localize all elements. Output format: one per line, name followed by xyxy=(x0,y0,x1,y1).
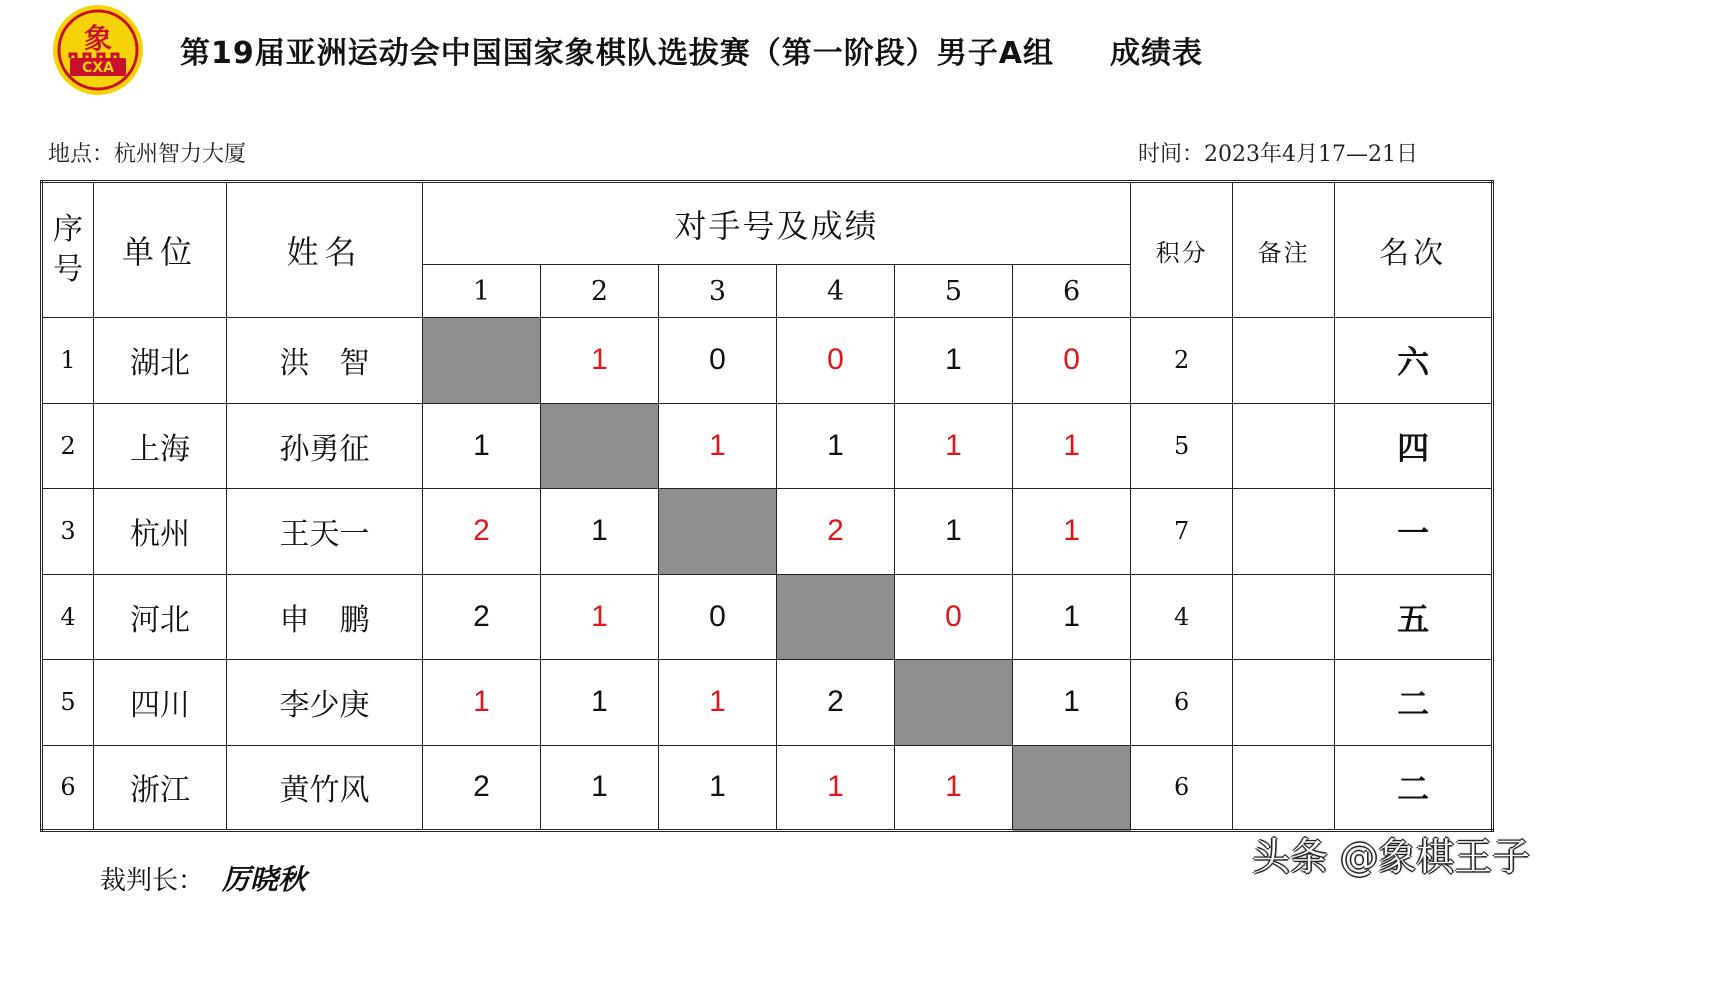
row-seq: 1 xyxy=(42,318,94,404)
row-name: 申 鹏 xyxy=(227,574,423,660)
diagonal-cell xyxy=(423,318,541,404)
result-cell: 2 xyxy=(777,489,895,575)
row-note xyxy=(1233,489,1335,575)
result-cell: 1 xyxy=(541,318,659,404)
result-cell: 1 xyxy=(423,403,541,489)
referee xyxy=(100,858,306,898)
logo-text: CXA xyxy=(82,60,114,76)
result-cell: 1 xyxy=(1013,489,1131,575)
result-cell: 1 xyxy=(541,489,659,575)
row-unit: 杭州 xyxy=(94,489,227,575)
referee-label: 裁判长： xyxy=(100,866,205,896)
header-rank: 名次 xyxy=(1335,182,1493,318)
row-score: 4 xyxy=(1131,574,1233,660)
watermark: 头条 @象棋王子 xyxy=(1252,835,1531,879)
row-unit: 湖北 xyxy=(94,318,227,404)
result-cell: 2 xyxy=(777,660,895,746)
row-score: 7 xyxy=(1131,489,1233,575)
row-note xyxy=(1233,318,1335,404)
row-rank: 五 xyxy=(1335,574,1493,660)
row-unit: 四川 xyxy=(94,660,227,746)
row-score: 6 xyxy=(1131,745,1233,831)
row-seq: 6 xyxy=(42,745,94,831)
row-seq: 3 xyxy=(42,489,94,575)
result-cell: 1 xyxy=(895,318,1013,404)
diagonal-cell xyxy=(1013,745,1131,831)
result-cell: 0 xyxy=(895,574,1013,660)
title-suffix: 成绩表 xyxy=(1109,36,1203,71)
result-cell: 1 xyxy=(895,489,1013,575)
row-rank: 二 xyxy=(1335,660,1493,746)
result-cell: 1 xyxy=(777,745,895,831)
result-cell: 1 xyxy=(659,745,777,831)
diagonal-cell xyxy=(541,403,659,489)
result-cell: 1 xyxy=(1013,660,1131,746)
result-cell: 1 xyxy=(777,403,895,489)
row-seq: 2 xyxy=(42,403,94,489)
logo-glyph: 象 xyxy=(83,22,113,55)
table-row xyxy=(42,660,1493,746)
row-unit: 上海 xyxy=(94,403,227,489)
table-body xyxy=(42,318,1493,831)
row-name: 孙勇征 xyxy=(227,403,423,489)
result-cell: 2 xyxy=(423,574,541,660)
row-rank: 一 xyxy=(1335,489,1493,575)
row-name: 黄竹风 xyxy=(227,745,423,831)
row-score: 6 xyxy=(1131,660,1233,746)
header-name: 姓名 xyxy=(227,182,423,318)
row-name: 李少庚 xyxy=(227,660,423,746)
result-cell: 2 xyxy=(423,489,541,575)
result-cell: 1 xyxy=(895,403,1013,489)
table-row xyxy=(42,318,1493,404)
score-table xyxy=(40,180,1494,832)
row-unit: 浙江 xyxy=(94,745,227,831)
column-number: 1 xyxy=(423,265,541,318)
title-main: 第19届亚洲运动会中国国家象棋队选拔赛（第一阶段）男子A组 xyxy=(180,36,1054,71)
row-note xyxy=(1233,403,1335,489)
result-cell: 0 xyxy=(777,318,895,404)
result-cell: 1 xyxy=(659,660,777,746)
column-number: 5 xyxy=(895,265,1013,318)
result-cell: 0 xyxy=(659,318,777,404)
result-cell: 1 xyxy=(659,403,777,489)
header-score: 积分 xyxy=(1131,182,1233,318)
header-note: 备注 xyxy=(1233,182,1335,318)
row-note xyxy=(1233,574,1335,660)
table-row xyxy=(42,574,1493,660)
column-number: 4 xyxy=(777,265,895,318)
column-number: 3 xyxy=(659,265,777,318)
row-unit: 河北 xyxy=(94,574,227,660)
row-score: 5 xyxy=(1131,403,1233,489)
row-name: 王天一 xyxy=(227,489,423,575)
result-cell: 1 xyxy=(1013,574,1131,660)
column-number: 2 xyxy=(541,265,659,318)
cxa-logo xyxy=(52,4,144,96)
row-rank: 六 xyxy=(1335,318,1493,404)
row-seq: 4 xyxy=(42,574,94,660)
page-title xyxy=(180,28,1500,72)
table-row xyxy=(42,489,1493,575)
table-row xyxy=(42,403,1493,489)
result-cell: 1 xyxy=(541,745,659,831)
diagonal-cell xyxy=(659,489,777,575)
result-cell: 1 xyxy=(895,745,1013,831)
column-number: 6 xyxy=(1013,265,1131,318)
result-cell: 1 xyxy=(541,574,659,660)
row-rank: 四 xyxy=(1335,403,1493,489)
diagonal-cell xyxy=(895,660,1013,746)
row-rank: 二 xyxy=(1335,745,1493,831)
header-unit: 单位 xyxy=(94,182,227,318)
row-name: 洪 智 xyxy=(227,318,423,404)
header-opponent: 对手号及成绩 xyxy=(423,182,1131,265)
result-cell: 1 xyxy=(1013,403,1131,489)
row-note xyxy=(1233,745,1335,831)
location-text: 地点：杭州智力大厦 xyxy=(48,142,247,167)
row-score: 2 xyxy=(1131,318,1233,404)
row-seq: 5 xyxy=(42,660,94,746)
row-note xyxy=(1233,660,1335,746)
result-cell: 1 xyxy=(423,660,541,746)
table-row xyxy=(42,745,1493,831)
time-text: 时间：2023年4月17—21日 xyxy=(1138,142,1418,167)
result-cell: 0 xyxy=(1013,318,1131,404)
diagonal-cell xyxy=(777,574,895,660)
result-cell: 2 xyxy=(423,745,541,831)
result-cell: 1 xyxy=(541,660,659,746)
referee-name: 厉晓秋 xyxy=(222,863,307,896)
header-seq: 序号 xyxy=(42,182,94,318)
result-cell: 0 xyxy=(659,574,777,660)
